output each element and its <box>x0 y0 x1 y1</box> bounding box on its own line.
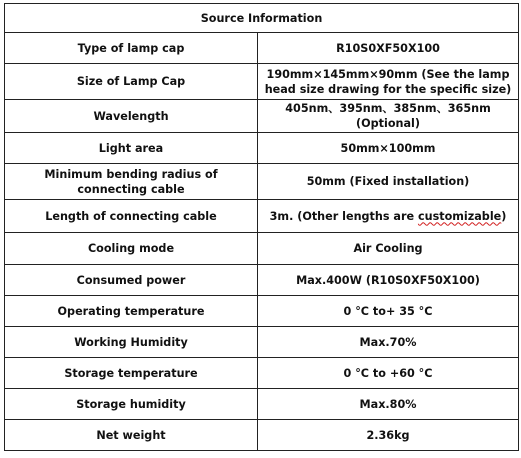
table-title-row <box>5 4 519 33</box>
row-value: Max.70% <box>258 327 519 358</box>
row-label: Minimum bending radius of connecting cable <box>5 164 258 200</box>
row-label: Size of Lamp Cap <box>5 64 258 100</box>
table-row <box>5 64 519 100</box>
row-label: Type of lamp cap <box>5 33 258 64</box>
row-value-suffix: ) <box>501 209 507 223</box>
row-value: 0 °C to+ 35 °C <box>258 296 519 327</box>
table-row <box>5 164 519 200</box>
row-value: 2.36kg <box>258 420 519 451</box>
row-label: Operating temperature <box>5 296 258 327</box>
spellcheck-flagged-word: customizable <box>417 209 502 223</box>
row-label: Storage temperature <box>5 358 258 389</box>
table-row <box>5 296 519 327</box>
row-value: 405nm、395nm、385nm、365nm (Optional) <box>258 100 519 133</box>
row-label: Cooling mode <box>5 233 258 265</box>
table-row <box>5 233 519 265</box>
row-label: Length of connecting cable <box>5 200 258 233</box>
row-value: 0 °C to +60 °C <box>258 358 519 389</box>
table-row <box>5 133 519 164</box>
table-row <box>5 100 519 133</box>
row-value: Max.80% <box>258 389 519 420</box>
row-label: Storage humidity <box>5 389 258 420</box>
row-value: 50mm×100mm <box>258 133 519 164</box>
row-label: Working Humidity <box>5 327 258 358</box>
row-value <box>258 200 519 233</box>
row-label: Light area <box>5 133 258 164</box>
table-row <box>5 265 519 296</box>
row-label: Consumed power <box>5 265 258 296</box>
row-value: 190mm×145mm×90mm (See the lamp head size drawing for the specific size) <box>258 64 519 100</box>
row-value: 50mm (Fixed installation) <box>258 164 519 200</box>
row-value-prefix: 3m. (Other lengths are <box>269 209 418 223</box>
row-value: R10S0XF50X100 <box>258 33 519 64</box>
table-row <box>5 420 519 451</box>
row-label: Wavelength <box>5 100 258 133</box>
row-value: Air Cooling <box>258 233 519 265</box>
row-label: Net weight <box>5 420 258 451</box>
table-row <box>5 389 519 420</box>
table-row <box>5 33 519 64</box>
table-row <box>5 327 519 358</box>
table-row <box>5 358 519 389</box>
row-value: Max.400W (R10S0XF50X100) <box>258 265 519 296</box>
table-title: Source Information <box>5 4 519 33</box>
source-information-table <box>4 3 519 451</box>
table-row <box>5 200 519 233</box>
